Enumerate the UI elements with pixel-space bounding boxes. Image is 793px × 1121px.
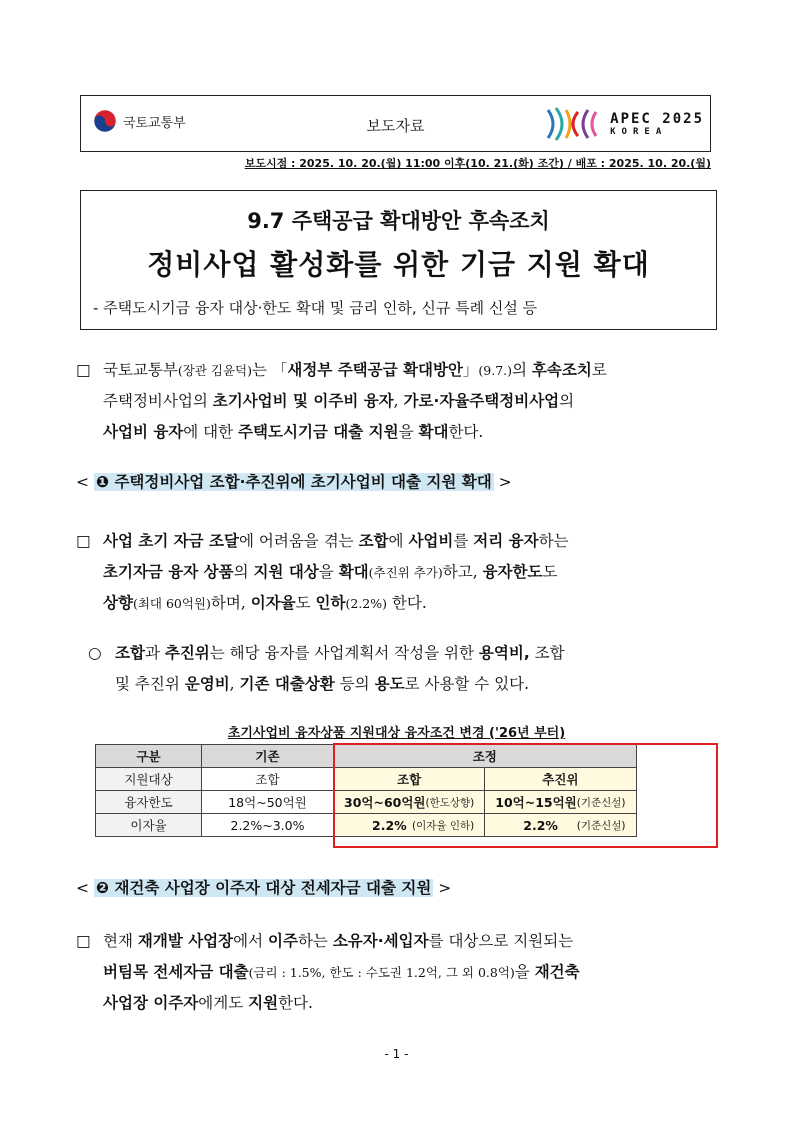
cell-committee: 추진위 [485,768,636,791]
cell-union: 30억~60억원 (한도상향) [334,791,485,814]
paragraph-3: □ 현재 재개발 사업장에서 이주하는 소유자·세입자를 대상으로 지원되는 버팀목 전세자금 대출(금리 : 1.5%, 한도 : 수도권 1.2억, 그 외 0.8억)을 재건축 사업장 이주자에게도 지원한다. [76,926,717,1019]
cell-committee: 2.2% (기준신설) [485,814,636,837]
row-label: 융자한도 [96,791,202,814]
circle-bullet-icon: ○ [88,644,102,662]
row-label: 이자율 [96,814,202,837]
apec-name: APEC 2025 [610,110,704,127]
table-title: 초기사업비 융자상품 지원대상 융자조건 변경 ('26년 부터) [227,726,566,741]
cell-union: 조합 [334,768,485,791]
page-number: - 1 - [384,1047,409,1061]
header-existing: 기존 [202,745,334,768]
section-heading-2: < ❷ 재건축 사업장 이주자 대상 전세자금 대출 지원 > [76,879,452,897]
box-bullet-icon: □ [76,361,91,379]
table-row [96,791,637,814]
cell-existing: 18억~50억원 [202,791,334,814]
apec-emblem-icon [544,104,604,144]
table-row [96,814,637,837]
header-adjusted: 조정 [334,745,637,768]
cell-committee: 10억~15억원 (기준신설) [485,791,636,814]
title-line-2: 정비사업 활성화를 위한 기금 지원 확대 [147,248,650,281]
release-schedule: 보도시점 : 2025. 10. 20.(월) 11:00 이후(10. 21.(화) 조간) / 배포 : 2025. 10. 20.(월) [244,157,711,170]
paragraph-2: □ 사업 초기 자금 조달에 어려움을 겪는 조합에 사업비를 저리 융자하는 초기자금 융자 상품의 지원 대상을 확대(추진위 추가)하고, 융자한도도 상향(최대 60억원)하며, 이자율도 인하(2.2%) 한다. [76,526,717,619]
box-bullet-icon: □ [76,532,91,550]
paragraph-1: □ 국토교통부(장관 김윤덕)는 「새정부 주택공급 확대방안」(9.7.)의 후속조치로 주택정비사업의 초기사업비 및 이주비 융자, 가로·자율주택정비사업의 사업비 융자에 대한 주택도시기금 대출 지원을 확대한다. [76,355,717,448]
subtitle: - 주택도시기금 융자 대상·한도 확대 및 금리 인하, 신규 특례 신설 등 [93,299,538,317]
table-header-row [96,745,637,768]
press-header [80,95,711,152]
table-row [96,768,637,791]
cell-union: 2.2% (이자율 인하) [334,814,485,837]
apec-country: KOREA [610,126,668,137]
loan-conditions-table [95,744,637,837]
apec-logo [544,104,704,144]
cell-existing: 조합 [202,768,334,791]
box-bullet-icon: □ [76,932,91,950]
sub-bullet-1: ○ 조합과 추진위는 해당 융자를 사업계획서 작성을 위한 용역비, 조합 및 추진위 운영비, 기존 대출상환 등의 용도로 사용할 수 있다. [88,638,717,700]
ministry-name: 국토교통부 [123,115,186,131]
section-heading-1-text: ❶ 주택정비사업 조합·추진위에 초기사업비 대출 지원 확대 [95,473,492,491]
press-release-label: 보도자료 [366,117,425,135]
section-heading-2-text: ❷ 재건축 사업장 이주자 대상 전세자금 대출 지원 [95,879,432,897]
section-heading-1: < ❶ 주택정비사업 조합·추진위에 초기사업비 대출 지원 확대 > [76,473,512,491]
header-category: 구분 [96,745,202,768]
cell-existing: 2.2%~3.0% [202,814,334,837]
title-line-1: 9.7 주택공급 확대방안 후속조치 [247,209,550,233]
title-box [80,190,717,330]
row-label: 지원대상 [96,768,202,791]
